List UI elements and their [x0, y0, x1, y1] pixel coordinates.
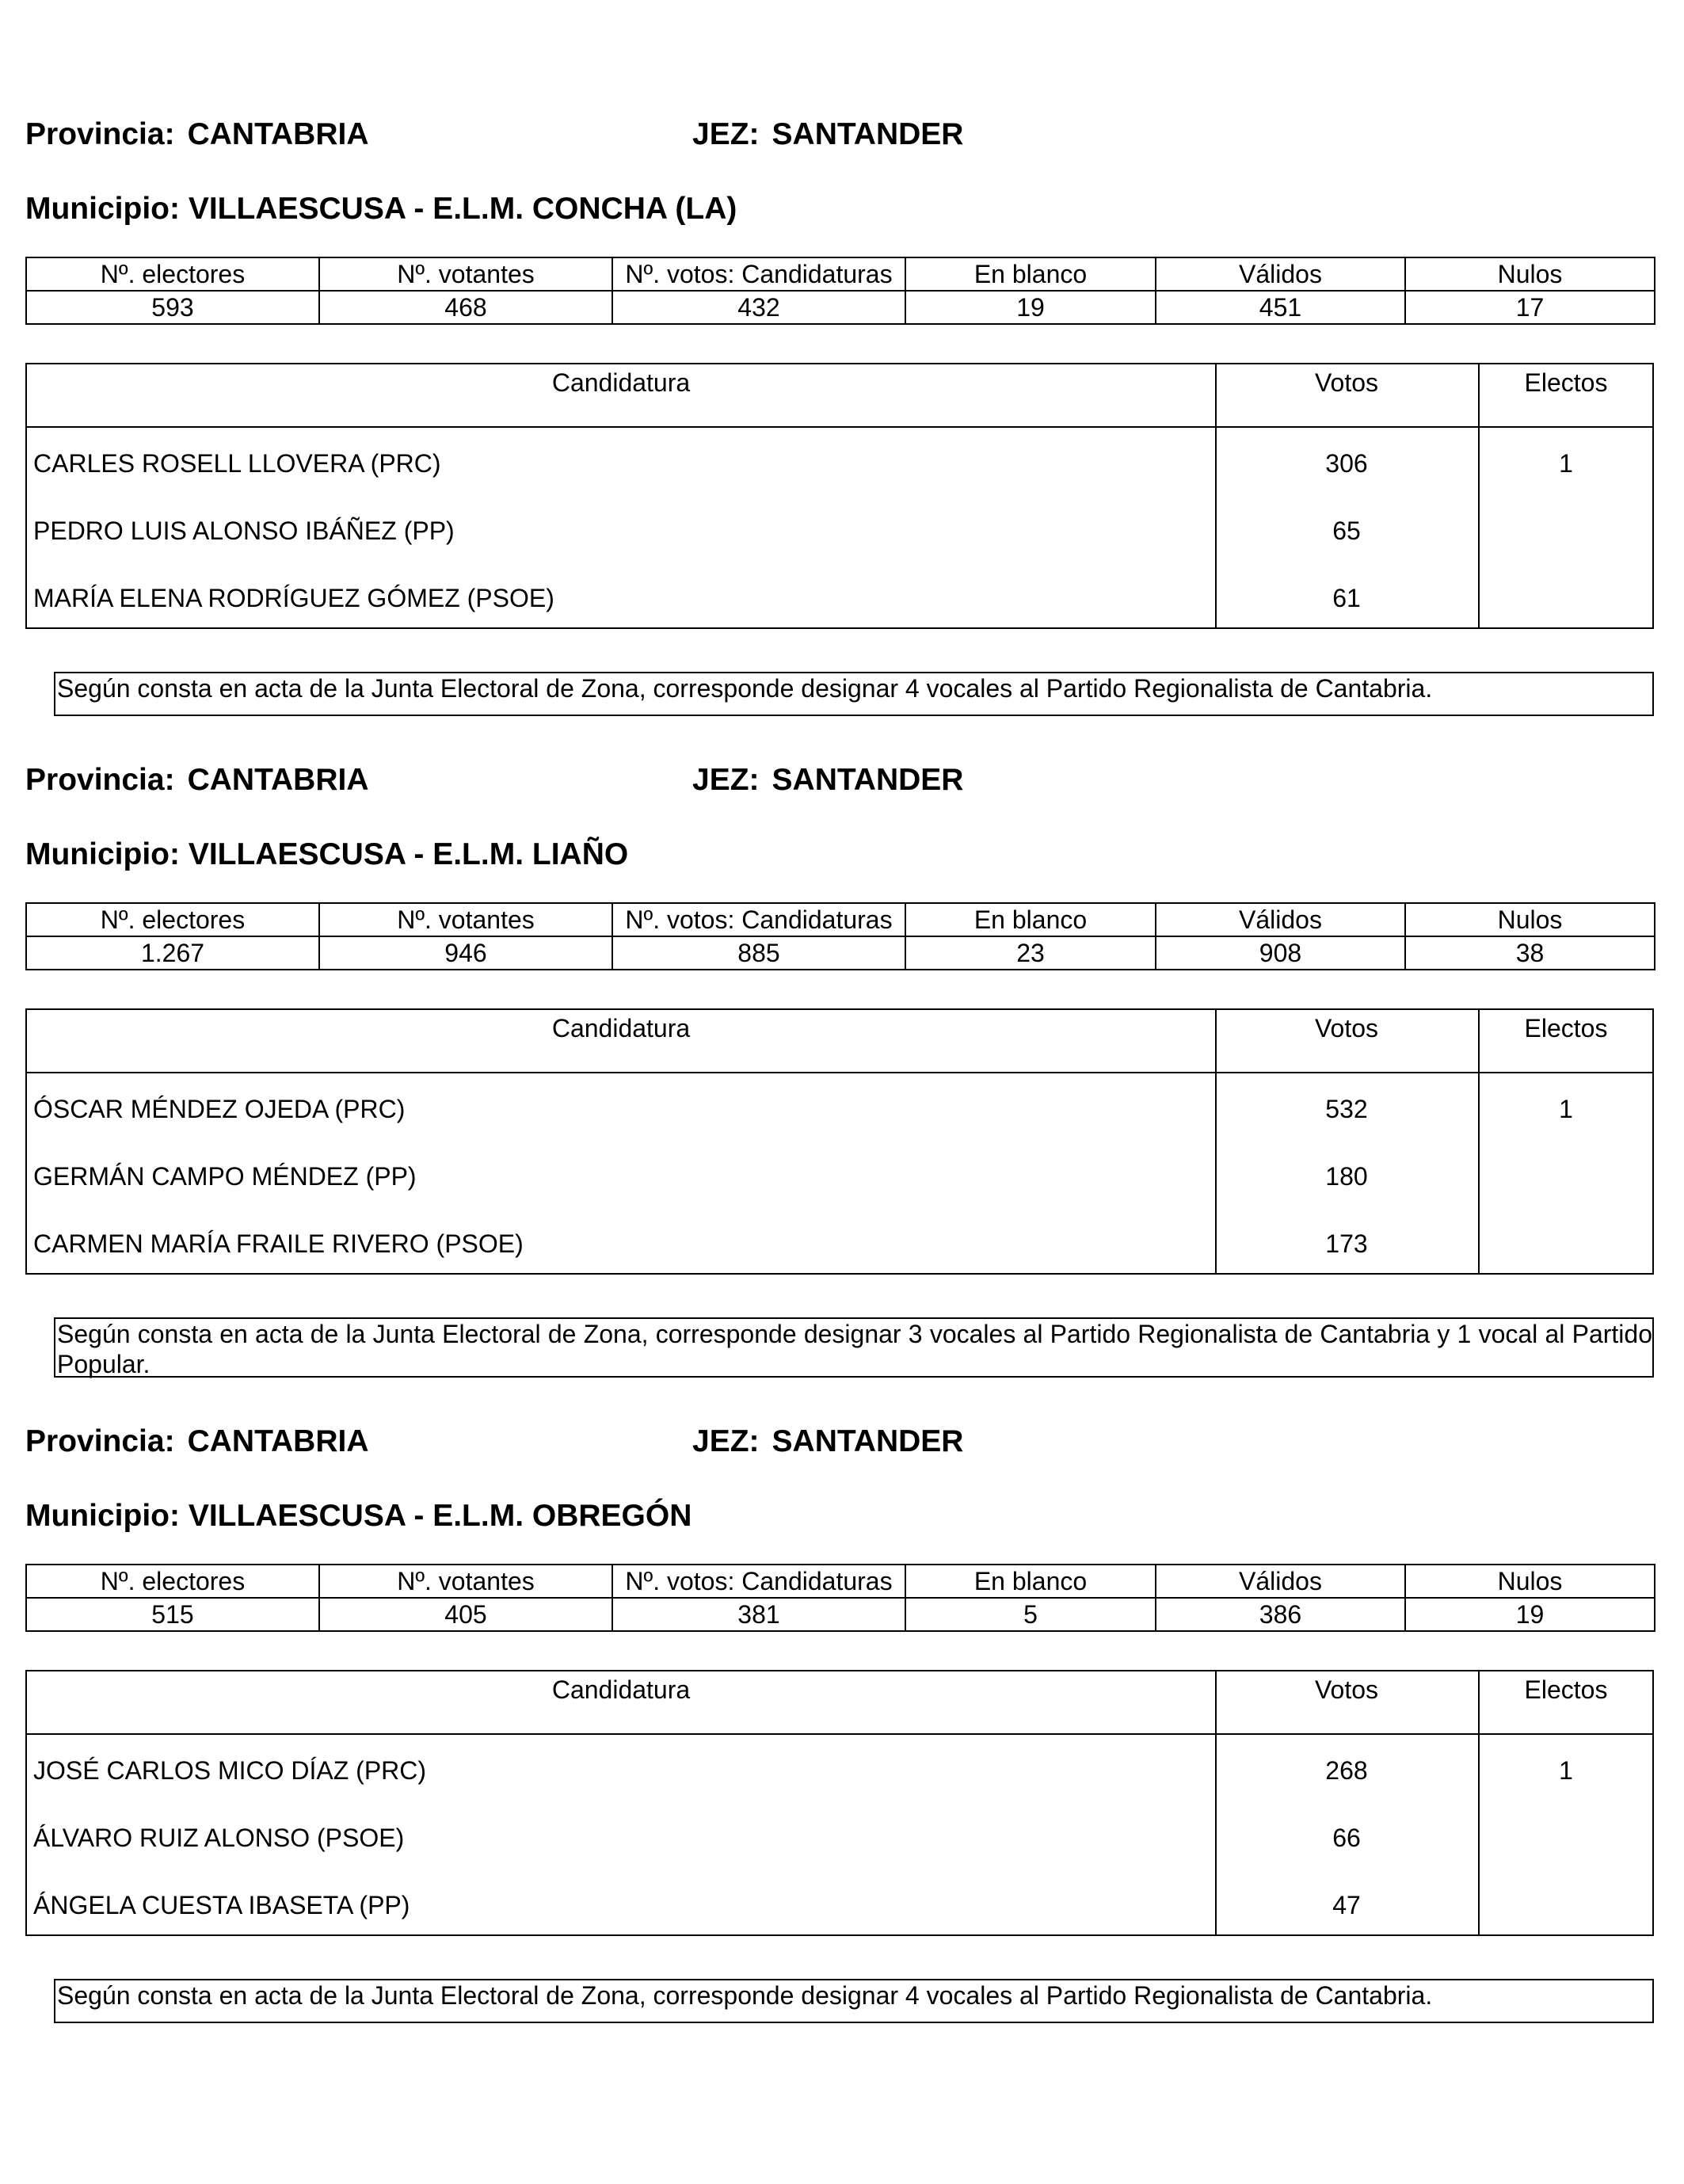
- candidate-votes: 47: [1332, 1891, 1361, 1919]
- stats-value: 908: [1156, 936, 1405, 970]
- jez-value: SANTANDER: [772, 1424, 964, 1458]
- candidate-votes: 268: [1325, 1756, 1368, 1785]
- stats-value: 432: [612, 291, 905, 324]
- vocales-note: Según consta en acta de la Junta Electoral de Zona, corresponde designar 3 vocales al Partido Regionalista de Cantabria y 1 vocal al Partido Popular.: [54, 1317, 1654, 1378]
- candidates-table: [25, 363, 1654, 629]
- vocales-note: Según consta en acta de la Junta Electoral de Zona, corresponde designar 4 vocales al Partido Regionalista de Cantabria.: [54, 672, 1654, 716]
- provincia-value: CANTABRIA: [187, 1424, 369, 1458]
- stats-header: Nulos: [1405, 903, 1655, 936]
- vocales-note: Según consta en acta de la Junta Electoral de Zona, corresponde designar 4 vocales al Partido Regionalista de Cantabria.: [54, 1979, 1654, 2023]
- stats-header: Válidos: [1156, 903, 1405, 936]
- jez-label: JEZ:: [692, 117, 760, 151]
- stats-header: Válidos: [1156, 257, 1405, 291]
- municipio-value: VILLAESCUSA - E.L.M. CONCHA (LA): [188, 192, 737, 226]
- electos-header: Electos: [1524, 368, 1608, 397]
- municipio-line: [25, 837, 628, 872]
- candidate-votes: 173: [1325, 1229, 1368, 1258]
- stats-header: Nº. votantes: [319, 903, 612, 936]
- stats-table: [25, 257, 1655, 325]
- candidatura-header: Candidatura: [551, 1014, 691, 1042]
- stats-header: Nulos: [1405, 257, 1655, 291]
- stats-value: 19: [1405, 1598, 1655, 1631]
- stats-value: 468: [319, 291, 612, 324]
- stats-table: [25, 902, 1655, 970]
- candidate-electos: 1: [1559, 449, 1573, 478]
- stats-header-row: [26, 903, 1655, 936]
- stats-value: 23: [905, 936, 1156, 970]
- header-divider: [27, 1072, 1652, 1073]
- provincia-value: CANTABRIA: [187, 117, 369, 151]
- stats-value: 946: [319, 936, 612, 970]
- stats-header: Nº. votantes: [319, 257, 612, 291]
- stats-value-row: [26, 291, 1655, 324]
- stats-header: En blanco: [905, 1565, 1156, 1598]
- candidate-name: ÁLVARO RUIZ ALONSO (PSOE): [33, 1824, 405, 1852]
- stats-value-row: [26, 936, 1655, 970]
- jez-value: SANTANDER: [772, 117, 964, 151]
- stats-value: 1.267: [26, 936, 319, 970]
- header-divider: [27, 426, 1652, 428]
- stats-header: Nº. electores: [26, 257, 319, 291]
- candidatura-header: Candidatura: [551, 368, 691, 397]
- candidate-name: MARÍA ELENA RODRÍGUEZ GÓMEZ (PSOE): [33, 584, 554, 612]
- stats-value: 405: [319, 1598, 612, 1631]
- municipio-line: [25, 192, 737, 227]
- jez-line: [692, 117, 963, 152]
- stats-header: Nº. electores: [26, 903, 319, 936]
- stats-value: 386: [1156, 1598, 1405, 1631]
- candidate-votes: 66: [1332, 1824, 1361, 1852]
- candidate-votes: 306: [1325, 449, 1368, 478]
- votos-header: Votos: [1314, 1014, 1379, 1042]
- candidates-table: [25, 1670, 1654, 1936]
- electos-header: Electos: [1524, 1014, 1608, 1042]
- jez-line: [692, 1424, 963, 1459]
- candidate-name: ÓSCAR MÉNDEZ OJEDA (PRC): [33, 1095, 406, 1123]
- candidate-votes: 532: [1325, 1095, 1368, 1123]
- municipio-label: Municipio:: [25, 192, 180, 226]
- candidate-votes: 61: [1332, 584, 1361, 612]
- candidate-name: GERMÁN CAMPO MÉNDEZ (PP): [33, 1162, 417, 1191]
- stats-header: En blanco: [905, 903, 1156, 936]
- provincia-line: [25, 763, 369, 798]
- stats-header: Nº. votantes: [319, 1565, 612, 1598]
- stats-value: 885: [612, 936, 905, 970]
- candidates-table: [25, 1008, 1654, 1275]
- stats-value: 451: [1156, 291, 1405, 324]
- stats-value: 593: [26, 291, 319, 324]
- electos-header: Electos: [1524, 1675, 1608, 1704]
- municipio-label: Municipio:: [25, 1499, 180, 1533]
- municipio-label: Municipio:: [25, 837, 180, 871]
- provincia-line: [25, 117, 369, 152]
- candidate-name: ÁNGELA CUESTA IBASETA (PP): [33, 1891, 410, 1919]
- jez-label: JEZ:: [692, 763, 760, 797]
- provincia-label: Provincia:: [25, 763, 175, 797]
- candidate-name: CARLES ROSELL LLOVERA (PRC): [33, 449, 441, 478]
- stats-value: 19: [905, 291, 1156, 324]
- provincia-label: Provincia:: [25, 1424, 175, 1458]
- stats-header: Nulos: [1405, 1565, 1655, 1598]
- candidatura-header: Candidatura: [551, 1675, 691, 1704]
- stats-value: 38: [1405, 936, 1655, 970]
- stats-value-row: [26, 1598, 1655, 1631]
- municipio-value: VILLAESCUSA - E.L.M. LIAÑO: [188, 837, 629, 871]
- candidate-electos: 1: [1559, 1095, 1573, 1123]
- header-divider: [27, 1733, 1652, 1735]
- candidate-electos: 1: [1559, 1756, 1573, 1785]
- provincia-value: CANTABRIA: [187, 763, 369, 797]
- provincia-label: Provincia:: [25, 117, 175, 151]
- candidate-name: PEDRO LUIS ALONSO IBÁÑEZ (PP): [33, 516, 455, 545]
- jez-value: SANTANDER: [772, 763, 964, 797]
- candidate-votes: 180: [1325, 1162, 1368, 1191]
- candidate-name: JOSÉ CARLOS MICO DÍAZ (PRC): [33, 1756, 427, 1785]
- stats-header: Válidos: [1156, 1565, 1405, 1598]
- stats-header: Nº. votos: Candidaturas: [612, 903, 905, 936]
- stats-value: 515: [26, 1598, 319, 1631]
- stats-value: 5: [905, 1598, 1156, 1631]
- municipio-line: [25, 1499, 692, 1534]
- stats-header-row: [26, 257, 1655, 291]
- stats-header: Nº. votos: Candidaturas: [612, 1565, 905, 1598]
- stats-header: Nº. votos: Candidaturas: [612, 257, 905, 291]
- stats-header: Nº. electores: [26, 1565, 319, 1598]
- provincia-line: [25, 1424, 369, 1459]
- jez-line: [692, 763, 963, 798]
- votos-header: Votos: [1314, 1675, 1379, 1704]
- stats-value: 381: [612, 1598, 905, 1631]
- stats-header: En blanco: [905, 257, 1156, 291]
- stats-value: 17: [1405, 291, 1655, 324]
- municipio-value: VILLAESCUSA - E.L.M. OBREGÓN: [188, 1499, 692, 1533]
- stats-table: [25, 1564, 1655, 1632]
- stats-header-row: [26, 1565, 1655, 1598]
- candidate-name: CARMEN MARÍA FRAILE RIVERO (PSOE): [33, 1229, 524, 1258]
- jez-label: JEZ:: [692, 1424, 760, 1458]
- candidate-votes: 65: [1332, 516, 1361, 545]
- votos-header: Votos: [1314, 368, 1379, 397]
